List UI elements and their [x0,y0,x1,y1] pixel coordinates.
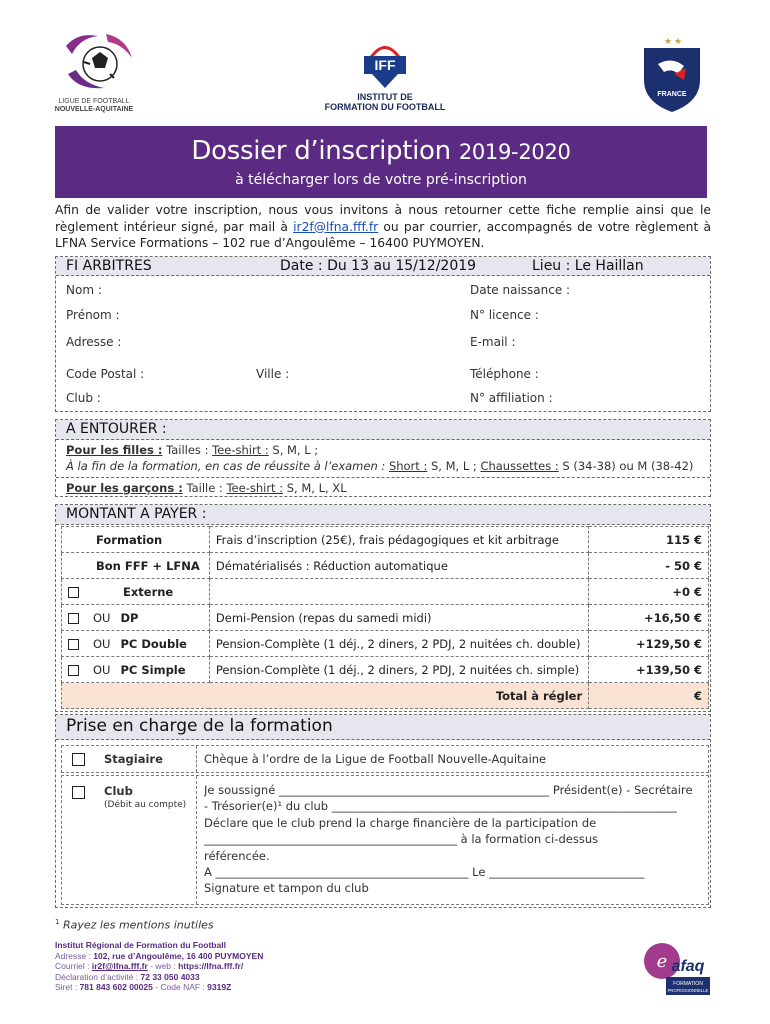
iff-line1: INSTITUT DE [357,92,413,102]
declaration-line: Signature et tampon du club [204,881,369,896]
course-header [56,257,710,276]
declaration-line: Déclare que le club prend la charge financière de la participation de [204,815,597,830]
payment-amount: - 50 € [589,553,709,579]
payment-label: PC Simple [120,662,186,677]
course-name: FI ARBITRES [66,258,152,274]
club-row [61,775,709,905]
adresse-label: Adresse : [66,335,122,349]
footnote-text: Rayez les mentions inutiles [62,918,214,932]
payment-desc [209,579,588,605]
filles-tailles: Tailles : [162,443,213,457]
intro-email-link[interactable]: ir2f@lfna.fff.fr [293,219,379,234]
payment-row-bon [62,553,709,579]
declaration-line: ____________________________________________ à la formation ci-dessus [204,832,599,847]
payment-desc: Dématérialisés : Réduction automatique [209,553,588,579]
footer-address: 102, rue d’Angoulême, 16 400 PUYMOYEN [93,950,264,961]
club-label: Club : [66,391,101,405]
footer-naf-label: - Code NAF : [152,982,208,992]
stagiaire-checkbox[interactable] [72,753,85,766]
afaq-line1: FORMATION [673,981,703,987]
payment-total-row [62,683,709,709]
payment-row-formation [62,527,709,553]
intro-text-after: ou par courrier, accompagnés de votre règlement à LFNA Service Formations – 102 rue d’Angoulême – 16400 PUYMOYEN. [55,219,711,250]
course-date: Date : Du 13 au 15/12/2019 [280,258,477,274]
payment-row-dp [62,605,709,631]
declaration-line: A ____________________________________________ Le ___________________________ [204,865,645,880]
course-place: Lieu : Le Haillan [532,258,644,274]
fff-logo [638,34,706,114]
identity-box [55,256,711,412]
payment-desc: Pension-Complète (1 déj., 2 diners, 2 PDJ, 2 nuitées ch. simple) [209,657,588,683]
stagiaire-text: Chèque à l’ordre de la Ligue de Football Nouvelle-Aquitaine [204,752,547,766]
payment-amount: +129,50 € [589,631,709,657]
afaq-name: afaq [671,958,705,975]
fff-logo-text: FRANCE [657,91,687,98]
affiliation-label: N° affiliation : [470,391,553,405]
pc-double-checkbox[interactable] [68,639,79,650]
date-naissance-label: Date naissance : [470,283,571,297]
payment-ou: OU [93,610,111,625]
page-title [55,136,707,166]
total-label: Total à régler [62,683,589,709]
ville-label: Ville : [256,367,290,381]
svg-text:★: ★ [674,37,683,47]
declaration-line: Je soussigné _______________________________________________ Président(e) - Secrétaire [204,783,693,797]
footer-siret-label: Siret : [55,982,80,992]
iff-logo [310,34,460,116]
payment-ou: OU [93,662,111,677]
fin-text: À la fin de la formation, en cas de réussite à l’examen : [66,459,389,473]
intro-text-before: Afin de valider votre inscription, nous vous invitons à nous retourner cette fiche remplie ainsi que le règlement intérieur signé, par mail à [55,203,711,234]
club-checkbox[interactable] [72,786,85,799]
club-pay-label: Club [104,784,133,798]
footer-web[interactable]: https://lfna.fff.fr/ [178,961,244,971]
payment-amount: 115 € [589,527,709,553]
footer [55,940,263,993]
stagiaire-row [61,745,709,773]
svg-text:e: e [656,951,668,972]
payment-desc: Pension-Complète (1 déj., 2 diners, 2 PDJ, 2 nuitées ch. double) [209,631,588,657]
payment-table [61,526,709,709]
payment-label: Formation [62,527,210,553]
payment-amount: +139,50 € [589,657,709,683]
club-declaration [204,782,704,897]
entourer-title: A ENTOURER : [56,420,710,440]
prenom-label: Prénom : [66,308,120,322]
iff-line2: FORMATION DU FOOTBALL [324,102,446,112]
payment-label: Externe [123,584,174,599]
filles-tee: Tee-shirt : [212,443,269,457]
footer-addr-label: Adresse : [55,950,94,961]
footer-siret: 781 843 602 00025 [79,982,153,992]
declaration-line: - Trésorier(e)¹ du club ____________________________________________________________ [204,799,677,814]
lfna-logo [48,28,140,118]
filles-sizes: S, M, L ; [268,443,319,457]
entourer-garcons [66,481,347,495]
declaration-line: référencée. [204,848,270,863]
footer-email[interactable]: ir2f@lfna.fff.fr [91,961,148,971]
intro-paragraph [55,202,711,252]
garcons-sizes: S, M, L, XL [283,481,347,495]
lfna-logo-line1: LIGUE DE FOOTBALL [58,98,130,105]
chaussettes-sizes: S (34-38) ou M (38-42) [558,459,694,473]
footer-naf: 9319Z [207,982,232,992]
payment-row-pc-double [62,631,709,657]
garcons-label: Pour les garçons : [66,481,183,495]
licence-label: N° licence : [470,308,539,322]
payment-label: Bon FFF + LFNA [62,553,210,579]
nom-label: Nom : [66,283,102,297]
pc-simple-checkbox[interactable] [68,665,79,676]
title-banner [55,126,707,198]
lfna-logo-line2: NOUVELLE-AQUITAINE [54,106,134,113]
afaq-line2: PROFESSIONNELLE [667,988,709,993]
footer-decl-label: Déclaration d’activité : [55,971,141,982]
telephone-label: Téléphone : [470,367,539,381]
footnote-mark: 1 [55,918,60,926]
garcons-tee: Tee-shirt : [226,481,284,495]
payment-row-externe [62,579,709,605]
stagiaire-label: Stagiaire [104,752,163,766]
chaussettes-label: Chaussettes : [480,459,559,473]
footnote [55,918,214,932]
entourer-fin [66,459,693,473]
footer-line1: Institut Régional de Formation du Football [55,940,226,950]
svg-text:★: ★ [664,37,673,47]
footer-decl: 72 33 050 4033 [140,971,200,982]
title-text: Dossier d’inscription [191,136,451,166]
payment-box [55,504,711,712]
payment-amount: +0 € [589,579,709,605]
payment-desc: Demi-Pension (repas du samedi midi) [209,605,588,631]
payment-amount: +16,50 € [589,605,709,631]
prise-box [55,714,711,908]
footer-mail-label: Courriel : [55,961,92,971]
banner-subtitle: à télécharger lors de votre pré-inscription [235,172,527,188]
payment-ou: OU [93,636,111,651]
payment-label: PC Double [120,636,187,651]
title-year: 2019-2020 [458,140,571,164]
externe-checkbox[interactable] [68,587,79,598]
payment-title: MONTANT A PAYER : [56,505,710,525]
payment-row-pc-simple [62,657,709,683]
prise-title: Prise en charge de la formation [56,715,710,740]
iff-abbr: IFF [374,57,396,73]
email-label: E-mail : [470,335,516,349]
entourer-box [55,419,711,497]
payment-desc: Frais d’inscription (25€), frais pédagogiques et kit arbitrage [209,527,588,553]
total-value[interactable]: € [589,683,709,709]
club-sub: (Débit au compte) [104,800,187,810]
payment-label: DP [120,610,139,625]
entourer-filles [66,443,318,457]
filles-label: Pour les filles : [66,443,163,457]
code-postal-label: Code Postal : [66,367,145,381]
footer-web-label: - web : [147,961,179,971]
short-label: Short : [388,459,428,473]
dp-checkbox[interactable] [68,613,79,624]
garcons-taille: Taille : [182,481,227,495]
short-sizes: S, M, L ; [427,459,481,473]
afaq-logo [640,937,712,1009]
